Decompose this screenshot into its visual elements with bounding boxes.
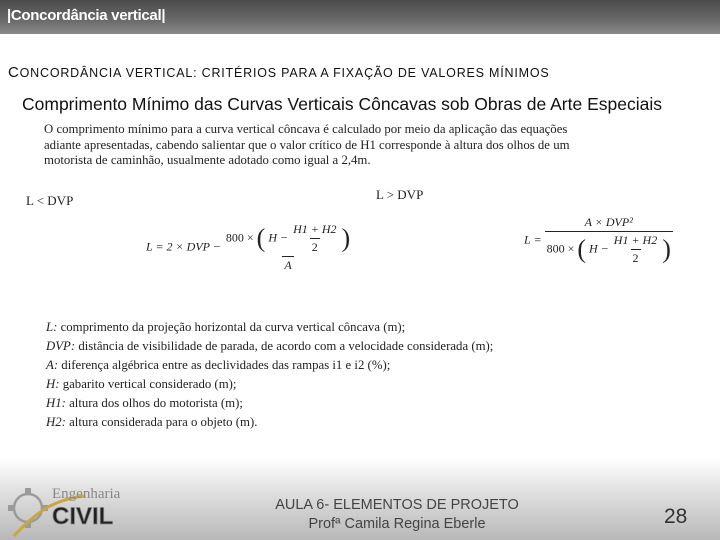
footer-line1: AULA 6- ELEMENTOS DE PROJETO (275, 497, 519, 513)
formula-right-lhs: L = (524, 232, 542, 247)
formula-right-num: A × DVP² (584, 215, 633, 229)
formula-left-inner-num: H1 + H2 (293, 222, 337, 236)
formula-right (524, 215, 673, 266)
footer-text (262, 496, 532, 534)
formula-right-h: H − (589, 241, 609, 256)
definitions-list (46, 318, 493, 432)
definition-item: H2: altura considerada para o objeto (m). (46, 415, 258, 429)
formula-left-lhs: L = 2 × DVP − (146, 239, 221, 254)
header-title: |Concordância vertical| (7, 7, 166, 24)
formula-left-den: A (284, 258, 292, 272)
formula-left-inner-den: 2 (311, 240, 318, 254)
formula-left (146, 222, 352, 273)
footer-line2: Profª Camila Regina Eberle (308, 516, 486, 532)
definition-item: DVP: distância de visibilidade de parada, de acordo com a velocidade considerada (m); (46, 339, 494, 353)
formula-right-inner-num: H1 + H2 (613, 233, 658, 247)
page-number: 28 (664, 505, 688, 528)
heading-first-letter: C (8, 64, 20, 81)
case-left-label: L < DVP (26, 193, 74, 208)
formula-right-fraction: A × DVP² 800 × ( H − $\frac{H1 + H2}{2}$ ) (546, 215, 671, 265)
header-bar (0, 0, 720, 34)
definition-item: H: gabarito vertical considerado (m); (46, 377, 237, 391)
logo-word-civil: CIVIL (52, 503, 114, 530)
case-right-label: L > DVP (376, 187, 424, 202)
formula-right-inner-den: 2 (632, 251, 639, 265)
logo-word-engenharia: Engenharia (52, 486, 121, 502)
formula-left-fraction: 800 × ( H − $\frac{H1 + H2}{2}$ ) A (225, 222, 351, 272)
section-heading (8, 64, 550, 81)
definition-item: A: diferença algébrica entre as declividades das rampas i1 e i2 (%); (46, 358, 391, 372)
formula-right-den-prefix: 800 × (546, 241, 575, 256)
definition-item: H1: altura dos olhos do motorista (m); (46, 396, 243, 410)
subheading: Comprimento Mínimo das Curvas Verticais Côncavas sob Obras de Arte Especiais (22, 94, 662, 114)
heading-rest: ONCORDÂNCIA VERTICAL: CRITÉRIOS PARA A FIXAÇÃO DE VALORES MÍNIMOS (19, 66, 550, 80)
intro-paragraph: O comprimento mínimo para a curva vertical côncava é calculado por meio da aplicação das equações adiante apresentadas, cabendo salientar que o valor crítico de H1 corresponde à altura dos olhos de um motorista de caminhão, usualmente adotado como igual a 2,4m. (44, 122, 570, 167)
definition-item: L: comprimento da projeção horizontal da curva vertical côncava (m); (46, 320, 406, 334)
formula-left-num-prefix: 800 × (225, 230, 254, 245)
gear-road-logo-icon (4, 482, 130, 538)
formula-left-h: H − (268, 230, 289, 245)
